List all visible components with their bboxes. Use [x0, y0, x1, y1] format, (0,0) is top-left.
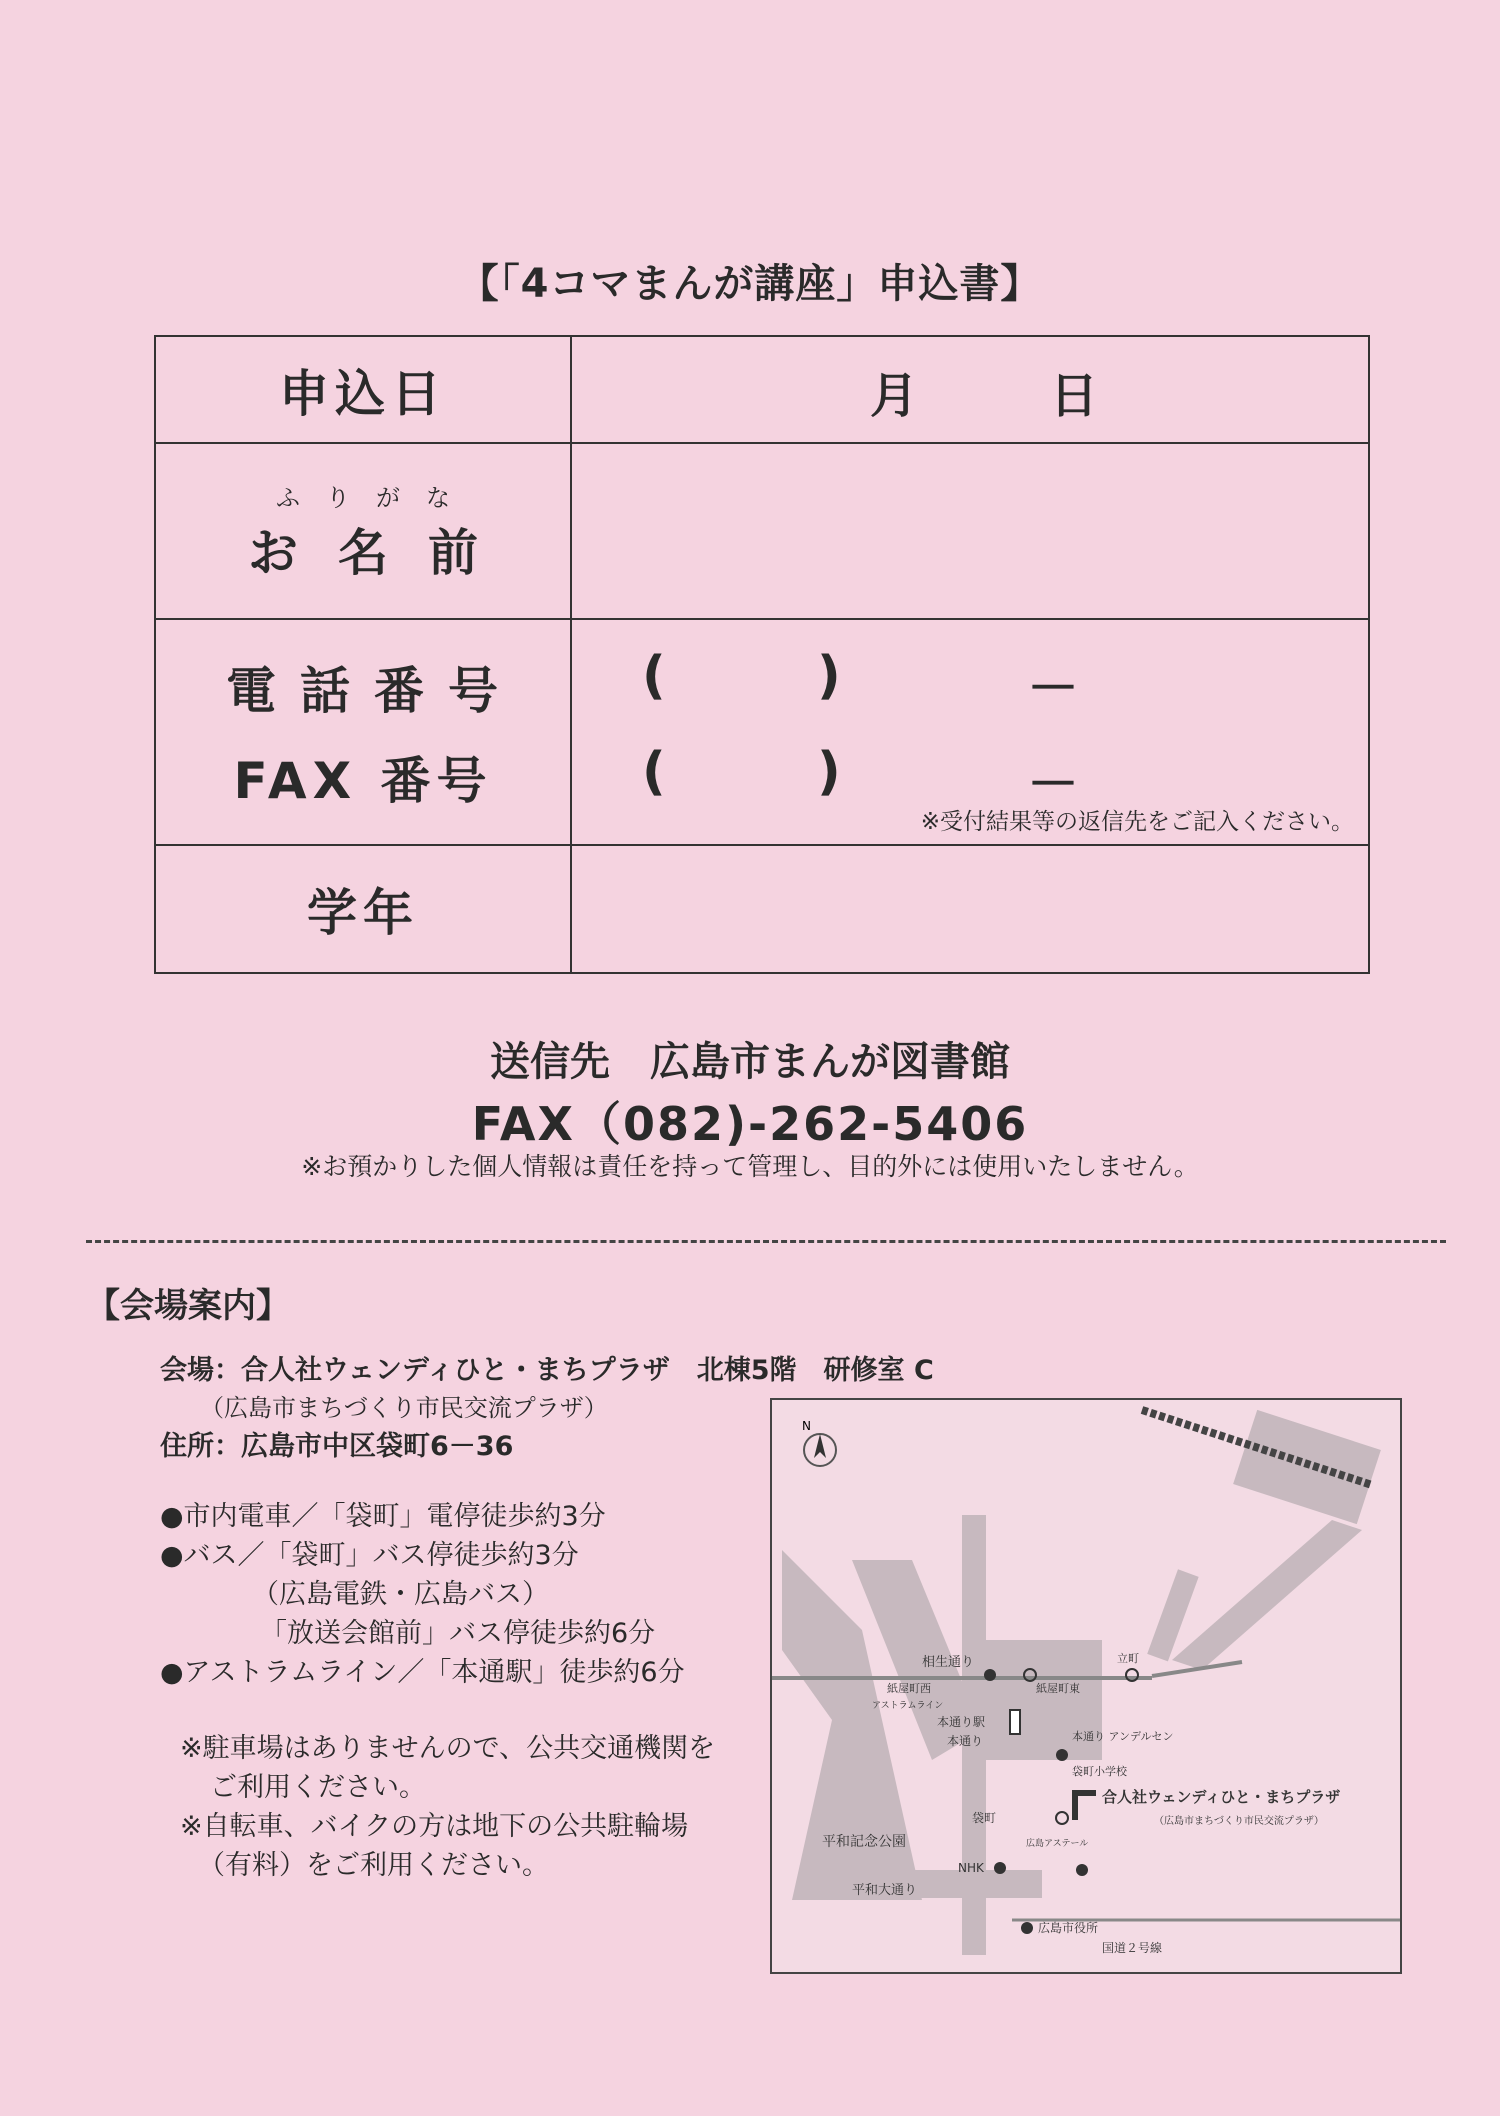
day-label: 日 — [1050, 368, 1099, 424]
access-tram: ●市内電車／「袋町」電停徒歩約3分 — [160, 1501, 606, 1532]
map-label-aioi: 相生通り — [922, 1655, 975, 1670]
map-svg — [772, 1400, 1400, 1972]
astel-marker — [1076, 1864, 1088, 1876]
phone-fax-field[interactable] — [571, 619, 1369, 845]
return-note: ※受付結果等の返信先をご記入ください。 — [920, 809, 1354, 835]
hondori-station-marker — [1010, 1710, 1020, 1734]
map-label-fukuromachi: 袋町 — [972, 1811, 997, 1825]
phone-paren-close: ) — [817, 646, 841, 706]
fax-label: FAX 番号 — [233, 752, 493, 810]
venue-heading: 【会場案内】 — [86, 1286, 290, 1326]
send-fax-number: FAX（082)-262-5406 — [471, 1097, 1029, 1151]
map-label-hondori: 本通り — [947, 1734, 984, 1748]
plaza-marker-v — [1072, 1790, 1078, 1820]
map-label-school: 袋町小学校 — [1072, 1765, 1127, 1778]
grade-field[interactable] — [571, 845, 1369, 973]
grade-label: 学年 — [307, 884, 419, 942]
street-block — [1172, 1520, 1362, 1670]
privacy-note: ※お預かりした個人情報は責任を持って管理し、目的外には使用いたしません。 — [301, 1152, 1199, 1181]
date-label: 申込日 — [279, 364, 447, 423]
city-hall-marker — [1021, 1922, 1033, 1934]
phone-line — [572, 636, 1368, 732]
fukuromachi-stop — [1056, 1812, 1068, 1824]
map-label-route2: 国道２号線 — [1102, 1941, 1163, 1955]
venue-place-sub: （広島市まちづくり市民交流プラザ） — [200, 1394, 608, 1422]
fax-paren-close: ) — [817, 742, 841, 802]
map-label-tatemachi: 立町 — [1117, 1652, 1139, 1665]
phone-paren-open: ( — [642, 646, 666, 706]
form-title: 【「4コマまんが講座」申込書】 — [458, 261, 1042, 307]
date-label-cell — [155, 336, 571, 443]
access-astram: ●アストラムライン／「本通駅」徒歩約6分 — [160, 1657, 685, 1688]
month-label: 月 — [870, 368, 919, 424]
cut-line — [86, 1240, 1446, 1243]
phone-fax-label-cell — [155, 619, 571, 845]
name-label-cell — [155, 443, 571, 619]
venue-place: 会場：合人社ウェンディひと・まちプラザ 北棟5階 研修室 C — [160, 1355, 934, 1386]
map-label-peace-park: 平和記念公園 — [822, 1834, 906, 1850]
application-form — [154, 335, 1370, 974]
bicycle-note: ※自転車、バイクの方は地下の公共駐輪場 — [180, 1811, 689, 1842]
date-field[interactable] — [571, 336, 1369, 443]
map-label-kamiyacho-higashi: 紙屋町東 — [1036, 1682, 1080, 1695]
map-label-heiwa-odori: 平和大通り — [852, 1883, 918, 1898]
name-field[interactable] — [571, 443, 1369, 619]
venue-address: 住所：広島市中区袋町6－36 — [160, 1431, 514, 1462]
access-bus-alt: 「放送会館前」バス停徒歩約6分 — [260, 1618, 656, 1649]
heiwa-road — [812, 1870, 1042, 1898]
bicycle-note-2: （有料）をご利用ください。 — [198, 1850, 549, 1881]
name-furigana: ふりがな — [276, 483, 476, 512]
map-label-hondori-station: 本通り駅 — [937, 1715, 986, 1729]
compass — [802, 1419, 836, 1466]
access-bus: ●バス／「袋町」バス停徒歩約3分 — [160, 1540, 579, 1571]
grade-label-cell — [155, 845, 571, 973]
phone-label: 電話番号 — [226, 662, 522, 720]
map-label-plaza: 合人社ウェンディひと・まちプラザ — [1102, 1788, 1341, 1806]
access-map — [770, 1398, 1402, 1974]
parking-note: ※駐車場はありませんので、公共交通機関を — [180, 1733, 716, 1764]
fax-dash: － — [1027, 755, 1080, 815]
map-label-kamiyacho-nishi: 紙屋町西 — [887, 1682, 931, 1695]
parking-note-2: ご利用ください。 — [210, 1772, 426, 1803]
phone-dash: － — [1027, 659, 1080, 719]
access-bus-companies: （広島電鉄・広島バス） — [252, 1579, 549, 1610]
nhk-marker — [994, 1862, 1006, 1874]
send-to-title: 送信先 広島市まんが図書館 — [490, 1039, 1010, 1085]
compass-n: N — [802, 1419, 811, 1433]
map-label-city-hall: 広島市役所 — [1038, 1921, 1099, 1935]
andersen-marker — [1056, 1749, 1068, 1761]
map-label-astel: 広島アステール — [1026, 1839, 1089, 1849]
fax-paren-open: ( — [642, 742, 666, 802]
name-label: お名前 — [248, 523, 518, 582]
kamiyacho-nishi-stop — [984, 1669, 996, 1681]
map-label-hondori-arcade: 本通り アンデルセン — [1072, 1730, 1174, 1743]
map-label-astram: アストラムライン — [872, 1701, 944, 1711]
map-label-nhk: NHK — [958, 1861, 984, 1875]
map-label-plaza-sub: （広島市まちづくり市民交流プラザ） — [1154, 1816, 1324, 1827]
